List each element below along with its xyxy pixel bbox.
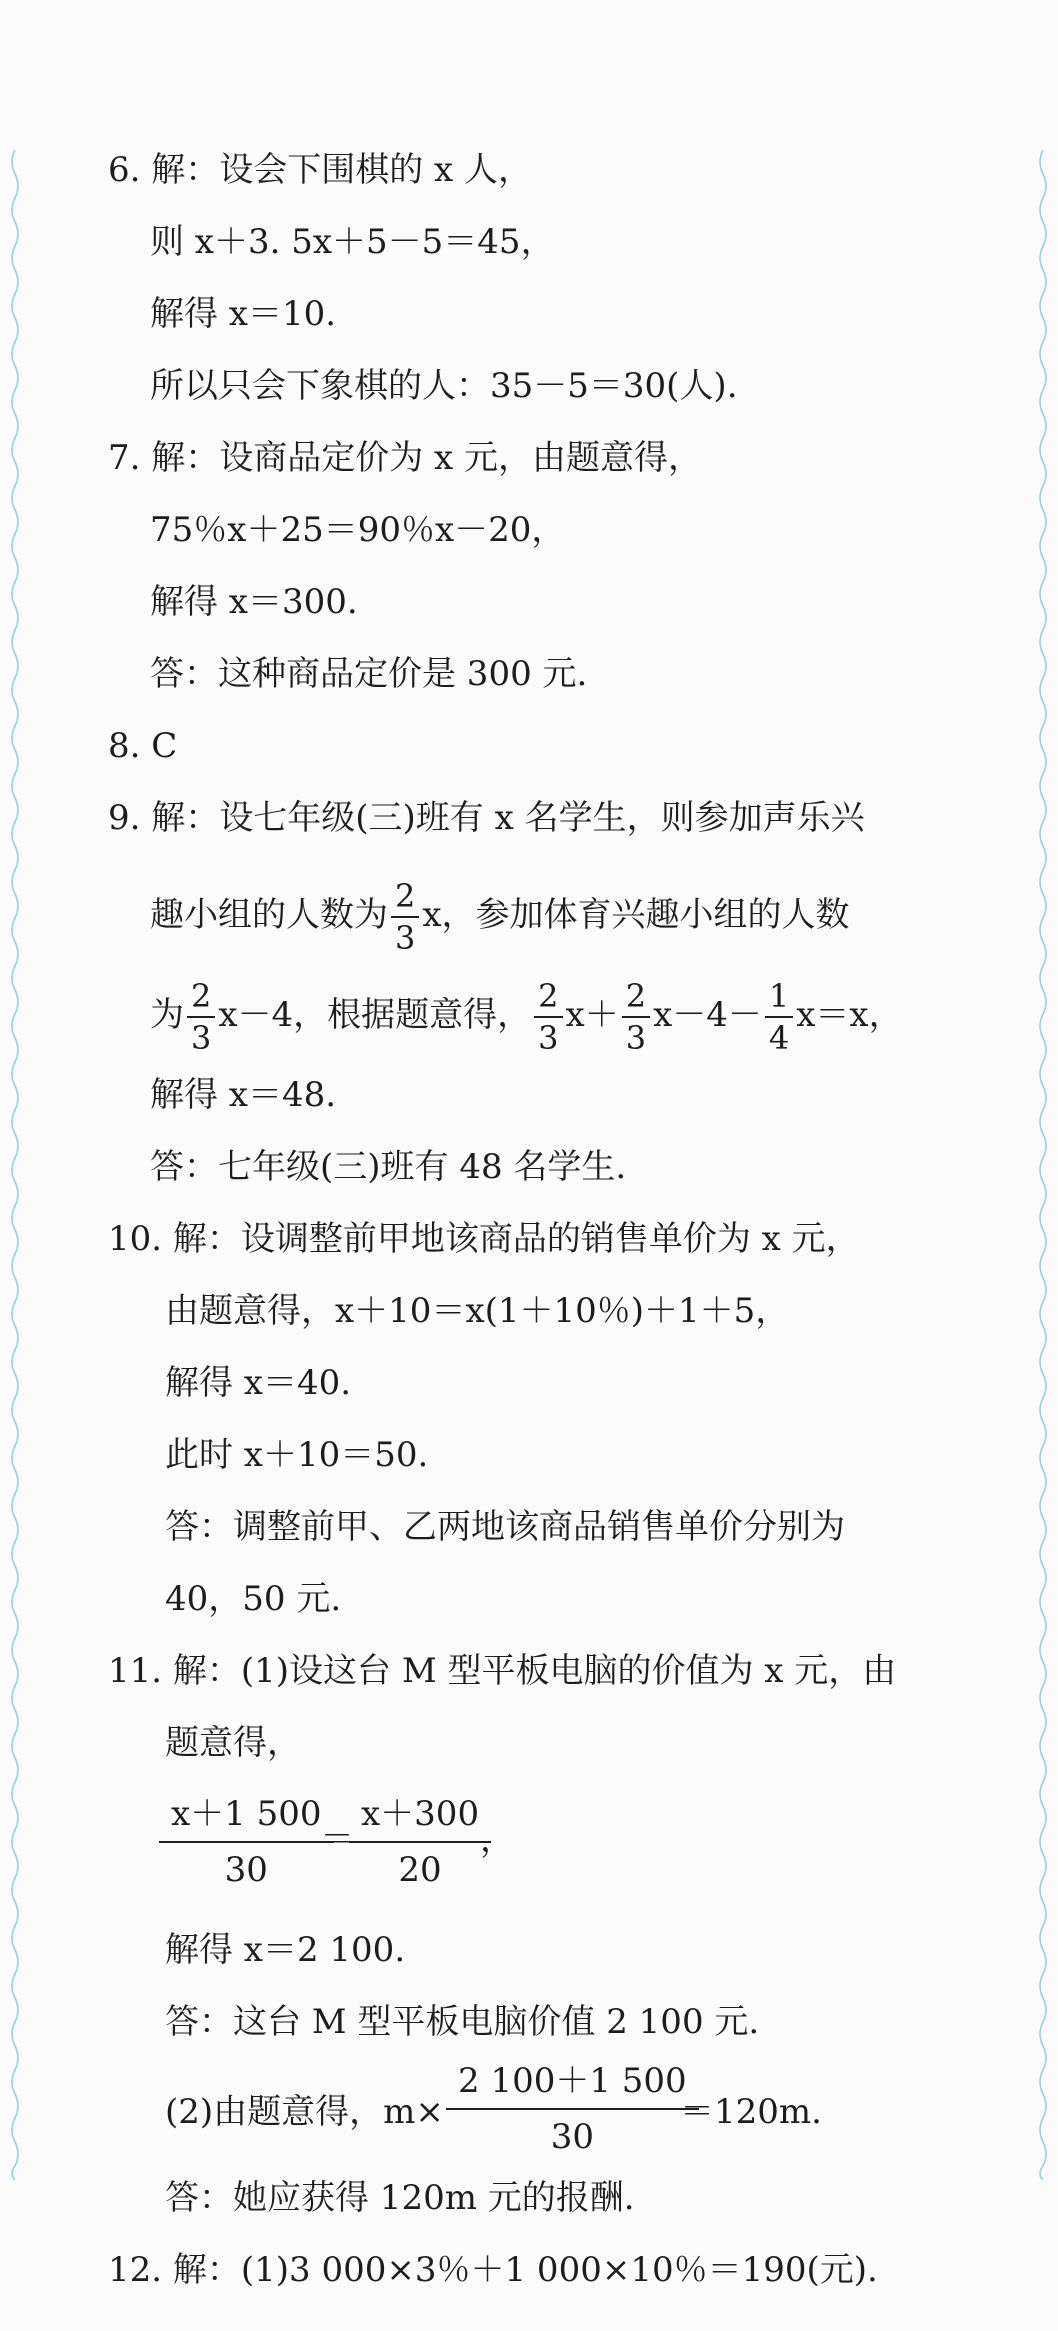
problem-10-line-2: 由题意得，x＋10＝x(1＋10％)＋1＋5， <box>165 1291 790 1331</box>
equation-fraction-left: $\frac{x+1 500}{30}$ <box>165 1795 328 1889</box>
problem-9-line-1: 9. 解：设七年级(三)班有 x 名学生，则参加声乐兴 <box>108 798 865 838</box>
fraction-2-3: $\frac{2}{3}$ <box>534 980 562 1054</box>
problem-11-line-2: 题意得， <box>165 1723 301 1763</box>
problem-9-line-3: 为 $\frac{2}{3}$ x－4，根据题意得， $\frac{2}{3}$ x＋ $\frac{2}{3}$ x－4－ $\frac{1}{4}$ x＝x， <box>150 977 903 1057</box>
problem-11-line-5: 答：这台 M 型平板电脑价值 2 100 元. <box>165 2002 760 2042</box>
problem-7-line-1: 7. 解：设商品定价为 x 元，由题意得， <box>108 438 703 478</box>
problem-6-line-3: 解得 x＝10. <box>150 294 337 334</box>
problem-10-line-3: 解得 x＝40. <box>165 1363 352 1403</box>
problem-10-line-5: 答：调整前甲、乙两地该商品销售单价分别为 <box>165 1507 845 1547</box>
problem-6-line-2: 则 x＋3. 5x＋5－5＝45， <box>150 222 555 262</box>
problem-11-line-1: 11. 解：(1)设这台 M 型平板电脑的价值为 x 元，由 <box>108 1651 897 1691</box>
problem-11-line-4: 解得 x＝2 100. <box>165 1930 406 1970</box>
problem-7-line-4: 答：这种商品定价是 300 元. <box>150 654 588 694</box>
fraction-2-3: $\frac{2}{3}$ <box>622 980 650 1054</box>
problem-11-line-7: 答：她应获得 120m 元的报酬. <box>165 2178 635 2218</box>
left-decorative-border <box>8 150 22 2180</box>
equation-equals: ＝ <box>320 1820 354 1860</box>
problem-12-line-1: 12. 解：(1)3 000×3％＋1 000×10％＝190(元). <box>108 2250 878 2290</box>
problem-10-line-6: 40，50 元. <box>165 1579 342 1619</box>
equation-comma: ， <box>480 1820 514 1860</box>
problem-9-line-2: 趣小组的人数为 $\frac{2}{3}$ x，参加体育兴趣小组的人数 <box>150 877 850 957</box>
fraction-2-3: $\frac{2}{3}$ <box>187 980 215 1054</box>
problem-7-line-2: 75％x＋25＝90％x－20， <box>150 510 566 550</box>
problem-11-line-6-prefix: (2)由题意得，m× <box>165 2092 444 2132</box>
problem-6-line-1: 6. 解：设会下围棋的 x 人， <box>108 150 533 190</box>
problem-9-line-4: 解得 x＝48. <box>150 1075 337 1115</box>
problem-7-line-3: 解得 x＝300. <box>150 582 358 622</box>
problem-6-line-4: 所以只会下象棋的人：35－5＝30(人). <box>150 366 738 406</box>
problem-11-line-6-suffix: ＝120m. <box>680 2092 822 2132</box>
right-decorative-border <box>1036 150 1050 2180</box>
equation-fraction-right: $\frac{x+300}{20}$ <box>355 1795 485 1889</box>
payment-fraction: $\frac{2 100+1 500}{30}$ <box>452 2062 693 2156</box>
problem-9-line-5: 答：七年级(三)班有 48 名学生. <box>150 1147 627 1187</box>
problem-8-answer: 8. C <box>108 726 178 766</box>
fraction-2-3: $\frac{2}{3}$ <box>391 880 419 954</box>
problem-10-line-1: 10. 解：设调整前甲地该商品的销售单价为 x 元， <box>108 1219 860 1259</box>
fraction-1-4: $\frac{1}{4}$ <box>765 980 793 1054</box>
problem-10-line-4: 此时 x＋10＝50. <box>165 1435 429 1475</box>
